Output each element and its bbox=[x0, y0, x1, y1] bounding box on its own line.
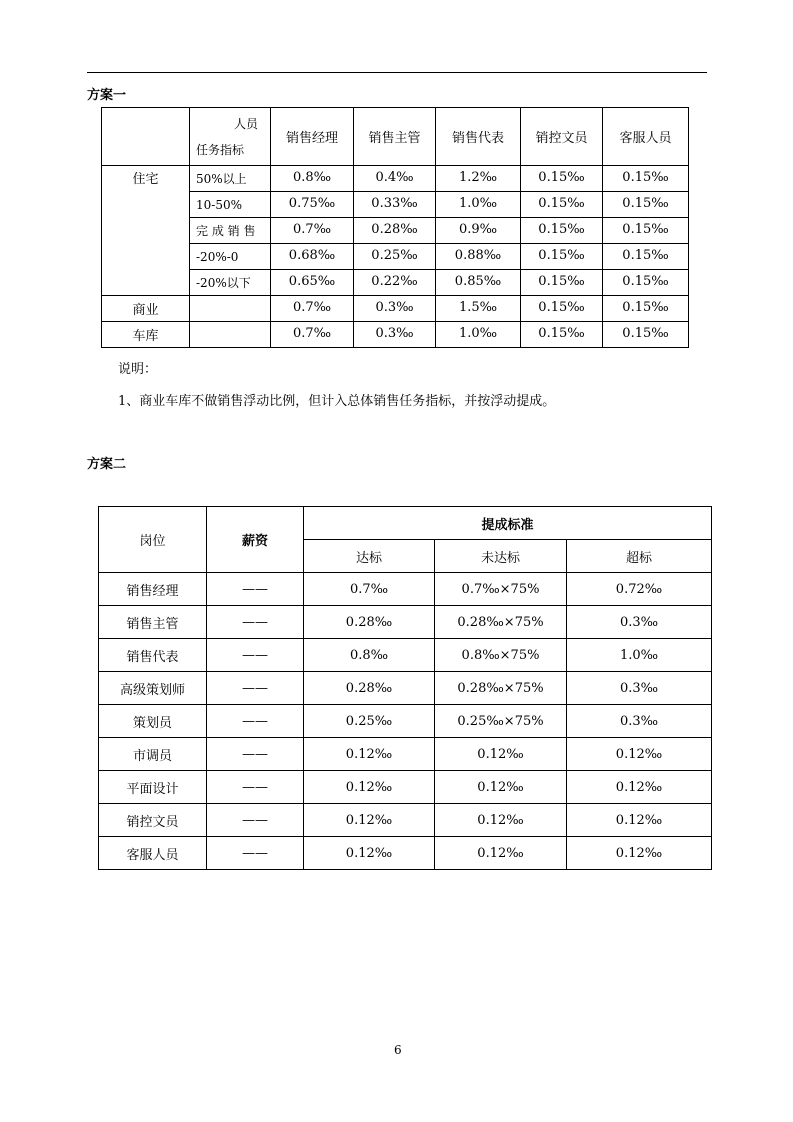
salary-cell: —— bbox=[207, 738, 304, 771]
salary-cell: —— bbox=[207, 804, 304, 837]
value-cell: 0.15‰ bbox=[603, 270, 689, 296]
column-header: 薪资 bbox=[207, 507, 304, 573]
salary-cell: —— bbox=[207, 705, 304, 738]
value-cell: 0.15‰ bbox=[603, 296, 689, 322]
value-cell: 0.7‰ bbox=[271, 296, 354, 322]
table-header-row bbox=[102, 108, 689, 166]
value-cell: 0.3‰ bbox=[567, 672, 712, 705]
empty-cell bbox=[190, 322, 271, 348]
value-cell: 0.68‰ bbox=[271, 244, 354, 270]
position-cell: 客服人员 bbox=[99, 837, 207, 870]
value-cell: 0.12‰ bbox=[435, 804, 567, 837]
value-cell: 0.4‰ bbox=[354, 166, 436, 192]
value-cell: 0.12‰ bbox=[567, 837, 712, 870]
value-cell: 1.0‰ bbox=[436, 322, 521, 348]
column-header: 客服人员 bbox=[603, 108, 689, 166]
value-cell: 1.0‰ bbox=[567, 639, 712, 672]
value-cell: 0.3‰ bbox=[354, 296, 436, 322]
column-header: 未达标 bbox=[435, 540, 567, 573]
table-row bbox=[102, 166, 689, 192]
position-cell: 销售代表 bbox=[99, 639, 207, 672]
value-cell: 0.15‰ bbox=[521, 166, 603, 192]
tier-label: 10-50% bbox=[190, 192, 271, 218]
value-cell: 0.15‰ bbox=[521, 218, 603, 244]
value-cell: 0.85‰ bbox=[436, 270, 521, 296]
column-header: 销售主管 bbox=[354, 108, 436, 166]
value-cell: 0.12‰ bbox=[304, 804, 435, 837]
table-row bbox=[99, 573, 712, 606]
column-header: 岗位 bbox=[99, 507, 207, 573]
value-cell: 0.9‰ bbox=[436, 218, 521, 244]
row-category: 车库 bbox=[102, 322, 190, 348]
value-cell: 0.15‰ bbox=[603, 244, 689, 270]
value-cell: 0.15‰ bbox=[603, 322, 689, 348]
value-cell: 0.25‰ bbox=[354, 244, 436, 270]
corner-header: 人员 任务指标 bbox=[190, 108, 271, 166]
value-cell: 0.7‰ bbox=[271, 322, 354, 348]
table-row bbox=[99, 672, 712, 705]
value-cell: 1.0‰ bbox=[436, 192, 521, 218]
table-row bbox=[99, 804, 712, 837]
value-cell: 0.15‰ bbox=[521, 270, 603, 296]
row-category: 商业 bbox=[102, 296, 190, 322]
header-rule bbox=[87, 72, 707, 73]
plan1-table bbox=[101, 107, 689, 348]
table-row bbox=[99, 771, 712, 804]
plan1-title: 方案一 bbox=[87, 88, 127, 103]
value-cell: 0.12‰ bbox=[304, 771, 435, 804]
table-row bbox=[102, 296, 689, 322]
tier-label: -20%-0 bbox=[190, 244, 271, 270]
value-cell: 0.12‰ bbox=[435, 771, 567, 804]
table-row bbox=[102, 322, 689, 348]
value-cell: 0.88‰ bbox=[436, 244, 521, 270]
table-row bbox=[102, 192, 689, 218]
value-cell: 0.15‰ bbox=[521, 322, 603, 348]
value-cell: 1.2‰ bbox=[436, 166, 521, 192]
salary-cell: —— bbox=[207, 837, 304, 870]
value-cell: 0.28‰×75% bbox=[435, 672, 567, 705]
value-cell: 0.3‰ bbox=[567, 705, 712, 738]
value-cell: 0.12‰ bbox=[567, 804, 712, 837]
position-cell: 策划员 bbox=[99, 705, 207, 738]
column-header: 达标 bbox=[304, 540, 435, 573]
value-cell: 0.25‰×75% bbox=[435, 705, 567, 738]
salary-cell: —— bbox=[207, 672, 304, 705]
table-row bbox=[99, 705, 712, 738]
tier-label: 50%以上 bbox=[190, 166, 271, 192]
tier-label: -20%以下 bbox=[190, 270, 271, 296]
value-cell: 0.15‰ bbox=[521, 192, 603, 218]
salary-cell: —— bbox=[207, 573, 304, 606]
tier-label: 完 成 销 售 bbox=[190, 218, 271, 244]
column-header: 销售代表 bbox=[436, 108, 521, 166]
column-header: 销控文员 bbox=[521, 108, 603, 166]
value-cell: 0.12‰ bbox=[304, 837, 435, 870]
table-row bbox=[99, 606, 712, 639]
value-cell: 0.28‰ bbox=[304, 672, 435, 705]
value-cell: 0.8‰ bbox=[304, 639, 435, 672]
value-cell: 0.3‰ bbox=[354, 322, 436, 348]
salary-cell: —— bbox=[207, 606, 304, 639]
value-cell: 0.15‰ bbox=[521, 296, 603, 322]
position-cell: 销控文员 bbox=[99, 804, 207, 837]
value-cell: 0.12‰ bbox=[435, 738, 567, 771]
value-cell: 0.7‰×75% bbox=[435, 573, 567, 606]
row-category: 住宅 bbox=[102, 166, 190, 296]
table-row bbox=[102, 218, 689, 244]
value-cell: 0.72‰ bbox=[567, 573, 712, 606]
value-cell: 0.3‰ bbox=[567, 606, 712, 639]
table-row bbox=[99, 738, 712, 771]
table-row bbox=[99, 837, 712, 870]
column-header: 超标 bbox=[567, 540, 712, 573]
value-cell: 0.28‰ bbox=[304, 606, 435, 639]
note-label: 说明： bbox=[118, 362, 158, 377]
note-text: 1、商业车库不做销售浮动比例，但计入总体销售任务指标，并按浮动提成。 bbox=[118, 394, 556, 409]
position-cell: 平面设计 bbox=[99, 771, 207, 804]
value-cell: 0.12‰ bbox=[304, 738, 435, 771]
value-cell: 0.15‰ bbox=[603, 166, 689, 192]
value-cell: 0.8‰ bbox=[271, 166, 354, 192]
value-cell: 0.7‰ bbox=[304, 573, 435, 606]
position-cell: 市调员 bbox=[99, 738, 207, 771]
plan2-title: 方案二 bbox=[87, 457, 127, 472]
value-cell: 1.5‰ bbox=[436, 296, 521, 322]
value-cell: 0.65‰ bbox=[271, 270, 354, 296]
value-cell: 0.12‰ bbox=[435, 837, 567, 870]
value-cell: 0.22‰ bbox=[354, 270, 436, 296]
value-cell: 0.25‰ bbox=[304, 705, 435, 738]
value-cell: 0.28‰ bbox=[354, 218, 436, 244]
value-cell: 0.15‰ bbox=[603, 192, 689, 218]
empty-cell bbox=[102, 108, 190, 166]
value-cell: 0.15‰ bbox=[521, 244, 603, 270]
value-cell: 0.7‰ bbox=[271, 218, 354, 244]
value-cell: 0.33‰ bbox=[354, 192, 436, 218]
page-number: 6 bbox=[394, 1043, 402, 1057]
table-row bbox=[102, 270, 689, 296]
table-row bbox=[99, 639, 712, 672]
value-cell: 0.15‰ bbox=[603, 218, 689, 244]
value-cell: 0.12‰ bbox=[567, 771, 712, 804]
empty-cell bbox=[190, 296, 271, 322]
table-header-row bbox=[99, 507, 712, 540]
value-cell: 0.8‰×75% bbox=[435, 639, 567, 672]
value-cell: 0.75‰ bbox=[271, 192, 354, 218]
table-row bbox=[102, 244, 689, 270]
salary-cell: —— bbox=[207, 771, 304, 804]
column-header: 提成标准 bbox=[304, 507, 712, 540]
value-cell: 0.28‰×75% bbox=[435, 606, 567, 639]
position-cell: 高级策划师 bbox=[99, 672, 207, 705]
plan2-table bbox=[98, 506, 712, 870]
column-header: 销售经理 bbox=[271, 108, 354, 166]
position-cell: 销售经理 bbox=[99, 573, 207, 606]
salary-cell: —— bbox=[207, 639, 304, 672]
value-cell: 0.12‰ bbox=[567, 738, 712, 771]
position-cell: 销售主管 bbox=[99, 606, 207, 639]
